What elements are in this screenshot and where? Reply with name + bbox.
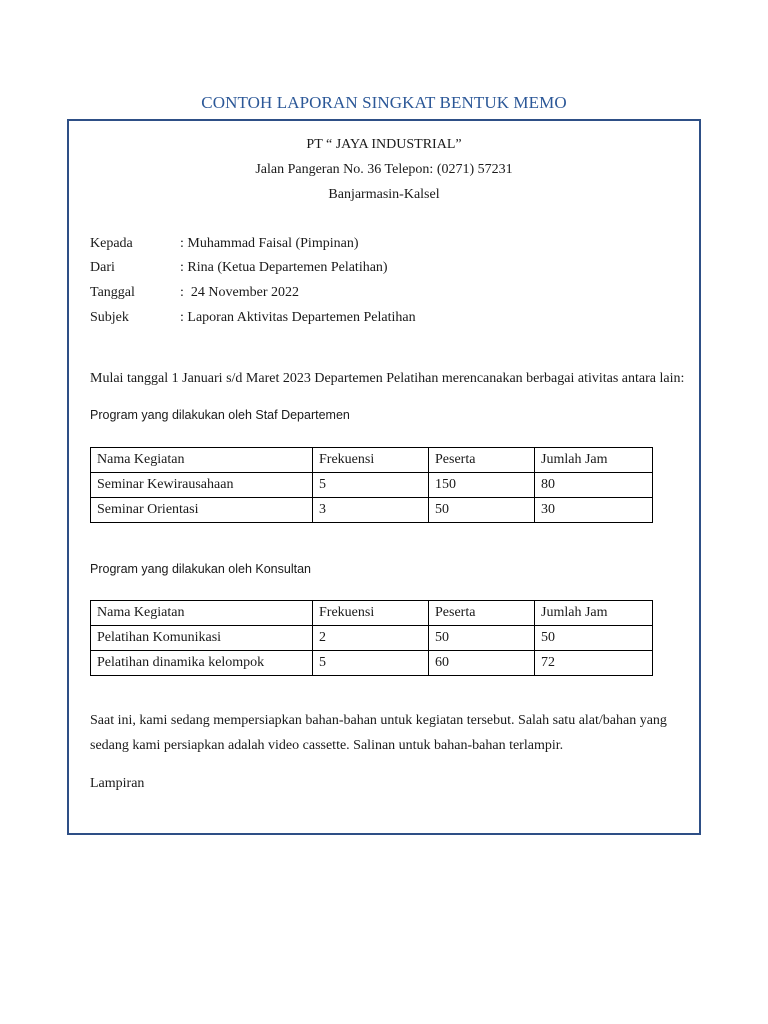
document-title: CONTOH LAPORAN SINGKAT BENTUK MEMO	[201, 93, 567, 112]
field-label-subjek: Subjek	[90, 310, 129, 325]
company-address: Jalan Pangeran No. 36 Telepon: (0271) 57231	[255, 162, 513, 177]
closing-paragraph-line-1: Saat ini, kami sedang mempersiapkan bahan-bahan untuk kegiatan tersebut. Salah satu alat/bahan yang	[90, 713, 667, 728]
column-header: Nama Kegiatan	[91, 448, 313, 473]
table-row	[91, 498, 653, 523]
field-value-tanggal: : 24 November 2022	[180, 285, 299, 300]
table-cell: 2	[313, 626, 429, 651]
column-header: Jumlah Jam	[535, 601, 653, 626]
table-cell: 50	[535, 626, 653, 651]
consultant-section-heading: Program yang dilakukan oleh Konsultan	[90, 562, 311, 576]
table-cell: Seminar Kewirausahaan	[91, 473, 313, 498]
table-cell: Seminar Orientasi	[91, 498, 313, 523]
table-header-row	[91, 448, 653, 473]
table-cell: 5	[313, 473, 429, 498]
column-header: Nama Kegiatan	[91, 601, 313, 626]
table-cell: 72	[535, 651, 653, 676]
attachment-label: Lampiran	[90, 776, 145, 791]
table-cell: 60	[429, 651, 535, 676]
field-label-tanggal: Tanggal	[90, 285, 135, 300]
field-value-dari: : Rina (Ketua Departemen Pelatihan)	[180, 260, 388, 275]
table-cell: 5	[313, 651, 429, 676]
table-row	[91, 473, 653, 498]
company-city: Banjarmasin-Kalsel	[328, 187, 440, 202]
column-header: Frekuensi	[313, 448, 429, 473]
table-cell: 50	[429, 498, 535, 523]
column-header: Frekuensi	[313, 601, 429, 626]
table-cell: 30	[535, 498, 653, 523]
field-label-dari: Dari	[90, 260, 115, 275]
table-header-row	[91, 601, 653, 626]
table-cell: Pelatihan dinamika kelompok	[91, 651, 313, 676]
consultant-program-table	[90, 600, 653, 676]
table-cell: Pelatihan Komunikasi	[91, 626, 313, 651]
field-value-subjek: : Laporan Aktivitas Departemen Pelatihan	[180, 310, 416, 325]
closing-paragraph-line-2: sedang kami persiapkan adalah video cassette. Salinan untuk bahan-bahan terlampir.	[90, 738, 564, 753]
staff-program-table	[90, 447, 653, 523]
column-header: Jumlah Jam	[535, 448, 653, 473]
table-cell: 150	[429, 473, 535, 498]
staff-section-heading: Program yang dilakukan oleh Staf Departemen	[90, 408, 350, 422]
column-header: Peserta	[429, 601, 535, 626]
field-label-kepada: Kepada	[90, 236, 133, 251]
table-row	[91, 626, 653, 651]
table-row	[91, 651, 653, 676]
column-header: Peserta	[429, 448, 535, 473]
table-cell: 80	[535, 473, 653, 498]
table-cell: 3	[313, 498, 429, 523]
field-value-kepada: : Muhammad Faisal (Pimpinan)	[180, 236, 359, 251]
table-cell: 50	[429, 626, 535, 651]
intro-paragraph: Mulai tanggal 1 Januari s/d Maret 2023 Departemen Pelatihan merencanakan berbagai ativitas antara lain:	[90, 371, 685, 386]
company-name: PT “ JAYA INDUSTRIAL”	[306, 137, 462, 152]
